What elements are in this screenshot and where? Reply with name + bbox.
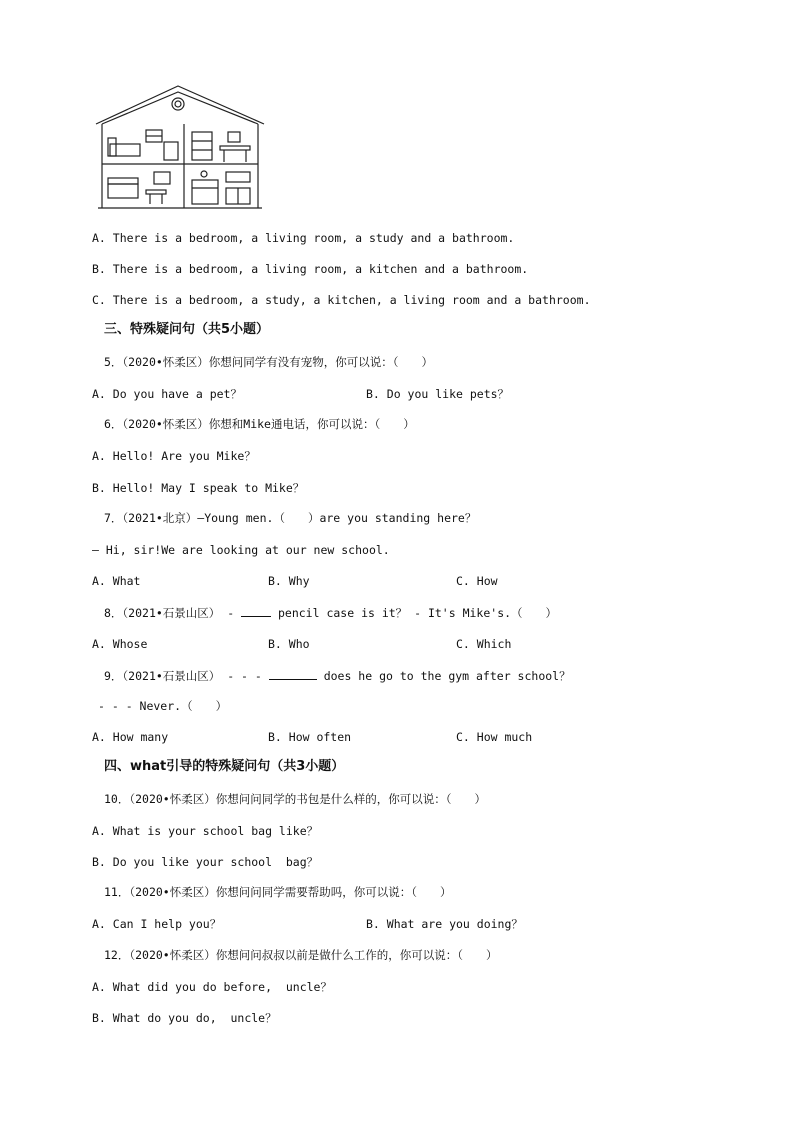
section-4-heading: 四、what引导的特殊疑问句（共3小题） bbox=[104, 759, 345, 774]
q9-reply: - - - Never.（ ） bbox=[98, 699, 228, 713]
q7-option-c: C. How bbox=[456, 574, 498, 588]
q11-option-a: A. Can I help you？ bbox=[92, 917, 222, 931]
q11-stem: 11．（2020•怀柔区）你想问问同学需要帮助吗，你可以说：（ ） bbox=[104, 885, 452, 899]
q5-option-a: A. Do you have a pet？ bbox=[92, 387, 242, 401]
q8-answer-blank bbox=[241, 604, 271, 617]
q8-stem bbox=[104, 604, 557, 621]
q4-option-a: A. There is a bedroom, a living room, a study and a bathroom. bbox=[92, 231, 515, 245]
q8-stem-start: 8．（2021•石景山区） - bbox=[104, 606, 242, 620]
q10-option-b: B. Do you like your school bag？ bbox=[92, 855, 319, 869]
q12-option-a: A. What did you do before, uncle？ bbox=[92, 980, 332, 994]
q8-option-b: B. Who bbox=[268, 637, 310, 651]
q9-option-b: B. How often bbox=[268, 730, 352, 744]
q7-option-a: A. What bbox=[92, 574, 141, 588]
q9-stem bbox=[104, 667, 571, 684]
q5-stem: 5．（2020•怀柔区）你想问同学有没有宠物，你可以说：（ ） bbox=[104, 355, 434, 369]
q4-option-b: B. There is a bedroom, a living room, a kitchen and a bathroom. bbox=[92, 262, 529, 276]
q12-option-b: B. What do you do, uncle？ bbox=[92, 1011, 277, 1025]
q8-option-a: A. Whose bbox=[92, 637, 148, 651]
q10-option-a: A. What is your school bag like？ bbox=[92, 824, 319, 838]
q8-option-c: C. Which bbox=[456, 637, 512, 651]
q11-option-b: B. What are you doing？ bbox=[366, 917, 523, 931]
q6-option-b: B. Hello! May I speak to Mike？ bbox=[92, 481, 305, 495]
section-3-heading: 三、特殊疑问句（共5小题） bbox=[104, 322, 270, 337]
q12-stem: 12．（2020•怀柔区）你想问问叔叔以前是做什么工作的，你可以说：（ ） bbox=[104, 948, 498, 962]
q6-option-a: A. Hello! Are you Mike？ bbox=[92, 449, 256, 463]
q10-stem: 10．（2020•怀柔区）你想问问同学的书包是什么样的，你可以说：（ ） bbox=[104, 792, 486, 806]
q7-reply: — Hi, sir!We are looking at our new school. bbox=[92, 543, 390, 557]
q7-option-b: B. Why bbox=[268, 574, 310, 588]
q9-option-c: C. How much bbox=[456, 730, 533, 744]
q7-stem: 7．（2021•北京）—Young men.（ ）are you standing here？ bbox=[104, 511, 477, 525]
q9-stem-start: 9．（2021•石景山区） - - - bbox=[104, 669, 269, 683]
q9-option-a: A. How many bbox=[92, 730, 169, 744]
house-cross-section-illustration bbox=[94, 84, 266, 212]
q4-option-c: C. There is a bedroom, a study, a kitchen, a living room and a bathroom. bbox=[92, 293, 591, 307]
q9-answer-blank bbox=[269, 667, 317, 680]
q6-stem: 6．（2020•怀柔区）你想和Mike通电话，你可以说：（ ） bbox=[104, 417, 415, 431]
q8-stem-end: pencil case is it？ - It's Mike's.（ ） bbox=[271, 606, 558, 620]
q9-stem-end: does he go to the gym after school？ bbox=[316, 669, 571, 683]
q5-option-b: B. Do you like pets？ bbox=[366, 387, 510, 401]
